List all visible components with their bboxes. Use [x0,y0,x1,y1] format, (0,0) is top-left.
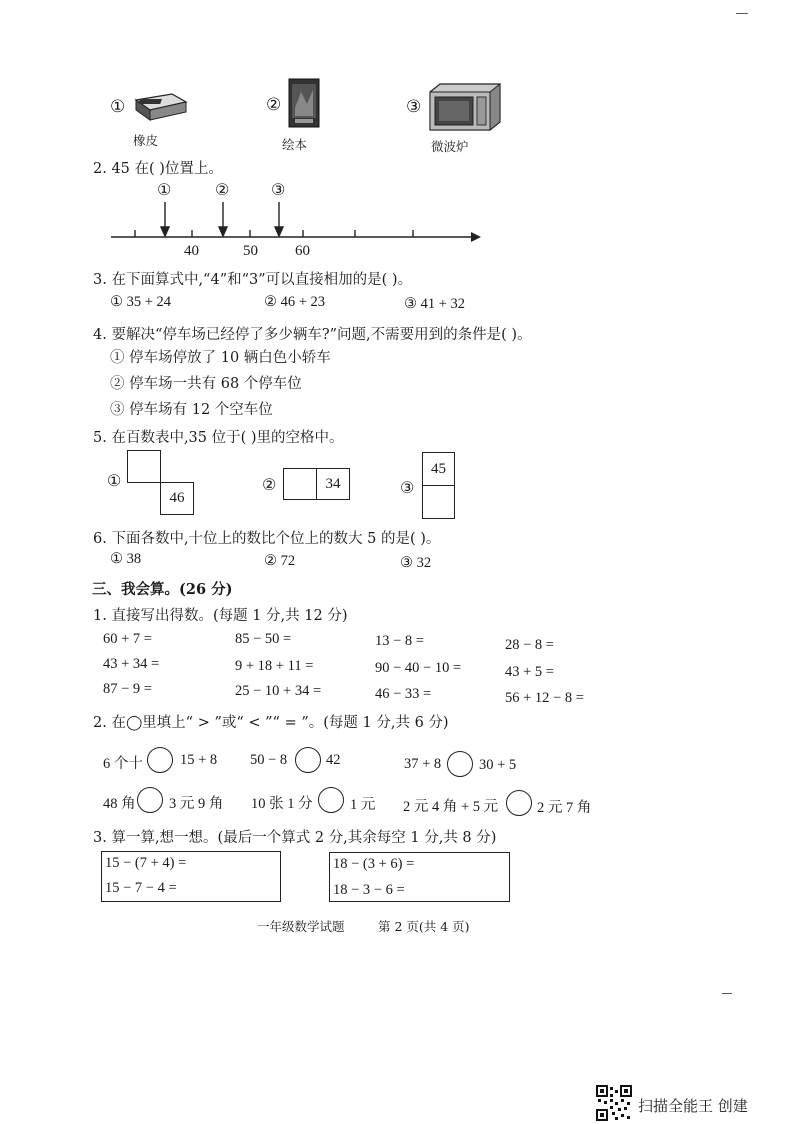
q5-option-2-num: ② [262,475,277,494]
calc-item: 43 + 5 = [505,664,554,680]
q4-option-1: ① 停车场停放了 10 辆白色小轿车 [110,350,331,366]
scan-mark [736,13,748,14]
q4-title: 4. 要解决“停车场已经停了多少辆车?”问题,不需要用到的条件是( )。 [93,327,532,343]
calc-item: 28 − 8 = [505,637,554,653]
compare-right: 2 元 7 角 [537,800,592,816]
footer-page-number: 第 2 页(共 4 页) [378,919,470,934]
calc-item: 60 + 7 = [103,631,152,647]
compare-answer-circle[interactable] [137,787,163,813]
hundred-chart-empty-cell [127,450,161,483]
calc-item: 87 − 9 = [103,681,152,697]
compare-answer-circle[interactable] [295,747,321,773]
q1-item-3-num: ③ [406,97,422,117]
compare-left: 6 个十 [103,756,143,772]
compare-right: 42 [326,752,341,768]
q3-title: 3. 在下面算式中,“4”和“3”可以直接相加的是( )。 [93,272,413,288]
microwave-image [426,82,502,132]
q1-item-2-label: 绘本 [282,137,308,152]
s3-part-3-title: 3. 算一算,想一想。(最后一个算式 2 分,其余每空 1 分,共 8 分) [93,830,497,846]
q3-option-3: ③ 41 + 32 [404,296,466,312]
hundred-chart-empty-cell [422,485,455,519]
s3-part-2-title: 2. 在◯里填上“ > ”或“ < ”“ = ”。(每题 1 分,共 6 分) [93,715,449,731]
hundred-chart-empty-cell [283,468,317,500]
s3-part-1-title: 1. 直接写出得数。(每题 1 分,共 12 分) [93,608,348,624]
q2-tick-50: 50 [243,243,258,259]
compare-right: 3 元 9 角 [169,796,224,812]
q2-marker-1: ① [157,180,172,199]
compare-answer-circle[interactable] [447,751,473,777]
scanner-watermark: 扫描全能王 创建 [638,1097,748,1115]
q1-item-2-num: ② [266,95,282,115]
q4-option-2: ② 停车场一共有 68 个停车位 [110,376,302,392]
calc-item: 43 + 34 = [103,656,160,672]
q6-option-2: ② 72 [264,553,296,569]
q2-tick-40: 40 [184,243,199,259]
calc-box-2-line-2: 18 − 3 − 6 = [333,882,405,898]
calc-item: 46 − 33 = [375,686,432,702]
eraser-image [132,88,188,124]
footer-subject: 一年级数学试题 [257,919,345,934]
q3-option-2: ② 46 + 23 [264,294,326,310]
compare-left: 48 角 [103,796,136,812]
calc-item: 13 − 8 = [375,633,424,649]
compare-left: 50 − 8 [250,752,288,768]
compare-answer-circle[interactable] [318,787,344,813]
q1-item-3-label: 微波炉 [431,139,469,154]
compare-right: 1 元 [350,797,376,813]
hundred-chart-cell-34: 34 [316,468,350,500]
calc-item: 9 + 18 + 11 = [235,658,314,674]
q2-marker-2: ② [215,180,230,199]
q2-marker-3: ③ [271,180,286,199]
q2-title: 2. 45 在( )位置上。 [93,161,223,177]
calc-box-2-line-1: 18 − (3 + 6) = [333,856,415,872]
calc-item: 90 − 40 − 10 = [375,660,462,676]
compare-left: 10 张 1 分 [251,796,313,812]
compare-answer-circle[interactable] [147,747,173,773]
q6-option-3: ③ 32 [400,555,432,571]
compare-right: 15 + 8 [180,752,218,768]
q5-title: 5. 在百数表中,35 位于( )里的空格中。 [93,430,344,446]
calc-box-1-line-1: 15 − (7 + 4) = [105,855,187,871]
compare-left: 2 元 4 角 + 5 元 [403,799,499,815]
qr-code-icon [596,1085,632,1121]
hundred-chart-cell-46: 46 [160,482,194,515]
calc-item: 56 + 12 − 8 = [505,690,584,706]
q3-option-1: ① 35 + 24 [110,294,172,310]
hundred-chart-cell-45: 45 [422,452,455,486]
calc-item: 85 − 50 = [235,631,292,647]
q1-item-1-label: 橡皮 [133,133,159,148]
scan-mark [722,993,732,994]
compare-left: 37 + 8 [404,756,442,772]
q6-title: 6. 下面各数中,十位上的数比个位上的数大 5 的是( )。 [93,531,441,547]
q4-option-3: ③ 停车场有 12 个空车位 [110,402,273,418]
picture-book-image [287,78,321,128]
q5-option-1-num: ① [107,471,122,490]
q2-tick-60: 60 [295,243,310,259]
q5-option-3-num: ③ [400,478,415,497]
calc-item: 25 − 10 + 34 = [235,683,322,699]
compare-right: 30 + 5 [479,757,517,773]
q6-option-1: ① 38 [110,551,142,567]
q1-item-1-num: ① [110,97,126,117]
section-3-title: 三、我会算。(26 分) [92,581,233,598]
compare-answer-circle[interactable] [506,790,532,816]
calc-box-1-line-2: 15 − 7 − 4 = [105,880,177,896]
